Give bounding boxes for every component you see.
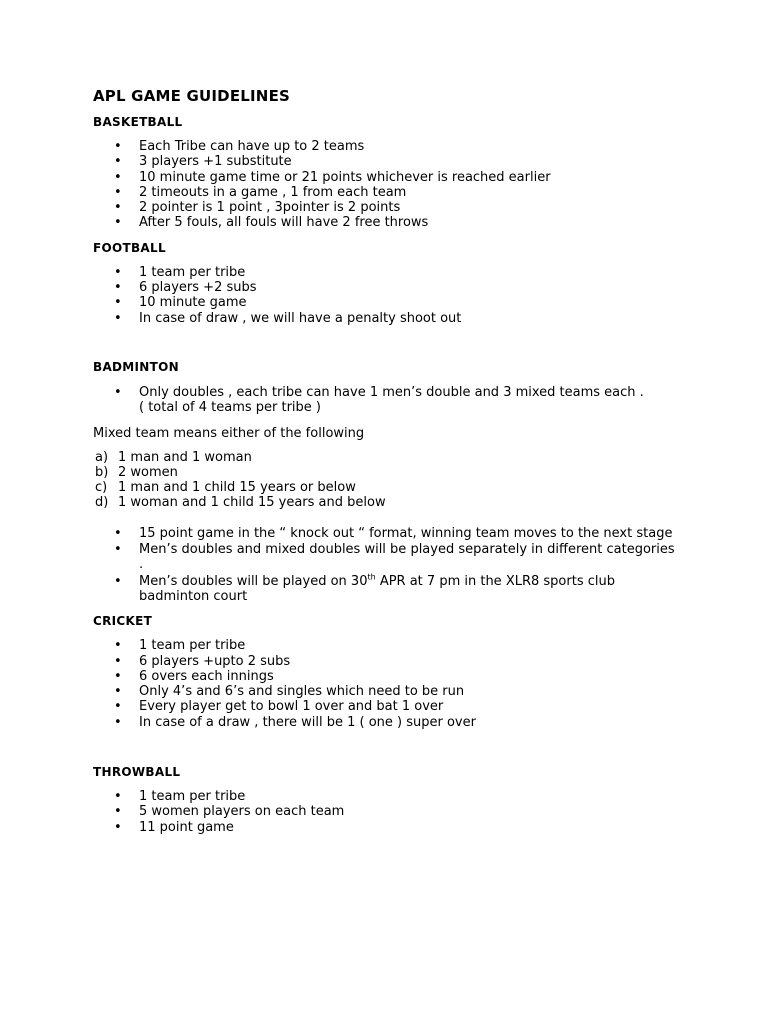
football-rules-list — [93, 265, 733, 326]
option-marker: a) — [95, 449, 109, 465]
throwball-rule: • 5 women players on each team — [93, 804, 733, 819]
throwball-heading: THROWBALL — [93, 765, 181, 780]
badminton-categories-period: . — [139, 557, 144, 573]
badminton-venue-court: badminton court — [139, 588, 248, 604]
cricket-rule: • 1 team per tribe — [93, 638, 733, 653]
badminton-doubles-text: Only doubles , each tribe can have 1 men’s double and 3 mixed teams each . — [139, 384, 644, 400]
badminton-rule — [93, 385, 733, 416]
cricket-rule: • In case of a draw , there will be 1 ( one ) super over — [93, 715, 733, 730]
badminton-doubles-note: ( total of 4 teams per tribe ) — [139, 400, 321, 416]
document-page — [93, 86, 733, 835]
cricket-rule: • 6 players +upto 2 subs — [93, 654, 733, 669]
basketball-rule: • After 5 fouls, all fouls will have 2 free throws — [93, 215, 733, 230]
badminton-venue-after: APR at 7 pm in the XLR8 sports club — [375, 573, 615, 589]
throwball-rule: • 1 team per tribe — [93, 789, 733, 804]
badminton-categories-text: Men’s doubles and mixed doubles will be played separately in different categories — [139, 542, 675, 558]
cricket-rule: • Only 4’s and 6’s and singles which need to be run — [93, 684, 733, 699]
football-heading: FOOTBALL — [93, 240, 166, 255]
basketball-heading: BASKETBALL — [93, 115, 183, 129]
football-rule: • 10 minute game — [93, 295, 733, 310]
cricket-rule: • 6 overs each innings — [93, 669, 733, 684]
throwball-rule: • 11 point game — [93, 820, 733, 835]
badminton-venue-ordinal: th — [367, 572, 376, 582]
basketball-rule: • 2 pointer is 1 point , 3pointer is 2 points — [93, 200, 733, 215]
football-rule: • 1 team per tribe — [93, 265, 733, 280]
option-marker: c) — [95, 480, 108, 496]
badminton-venue-before: Men’s doubles will be played on 30 — [139, 573, 368, 589]
option-text: 1 man and 1 woman — [118, 449, 252, 465]
badminton-rule: • 15 point game in the “ knock out “ format, winning team moves to the next stage — [93, 526, 733, 541]
throwball-rules-list — [93, 789, 733, 835]
basketball-rule: • Each Tribe can have up to 2 teams — [93, 139, 733, 154]
mixed-team-options — [93, 450, 733, 511]
mixed-team-option — [93, 480, 733, 495]
cricket-rules-list — [93, 638, 733, 730]
basketball-rules-list — [93, 139, 733, 231]
football-rule: • 6 players +2 subs — [93, 280, 733, 295]
badminton-format-list — [93, 385, 733, 416]
option-text: 1 man and 1 child 15 years or below — [118, 480, 356, 496]
mixed-team-option — [93, 450, 733, 465]
badminton-rule — [93, 574, 733, 605]
mixed-team-option — [93, 495, 733, 510]
badminton-rule — [93, 542, 733, 573]
basketball-rule: • 2 timeouts in a game , 1 from each team — [93, 185, 733, 200]
basketball-rule: • 10 minute game time or 21 points whichever is reached earlier — [93, 170, 733, 185]
document-title: APL GAME GUIDELINES — [93, 87, 291, 105]
badminton-heading: BADMINTON — [93, 359, 179, 374]
option-text: 1 woman and 1 child 15 years and below — [118, 495, 386, 511]
badminton-play-list — [93, 526, 733, 604]
option-marker: b) — [95, 464, 109, 480]
football-rule: • In case of draw , we will have a penalty shoot out — [93, 311, 733, 326]
cricket-heading: CRICKET — [93, 614, 153, 629]
cricket-rule: • Every player get to bowl 1 over and bat 1 over — [93, 699, 733, 714]
mixed-team-option — [93, 465, 733, 480]
basketball-rule: • 3 players +1 substitute — [93, 154, 733, 169]
option-text: 2 women — [118, 464, 178, 480]
option-marker: d) — [95, 495, 109, 511]
mixed-team-intro: Mixed team means either of the following — [93, 425, 365, 441]
